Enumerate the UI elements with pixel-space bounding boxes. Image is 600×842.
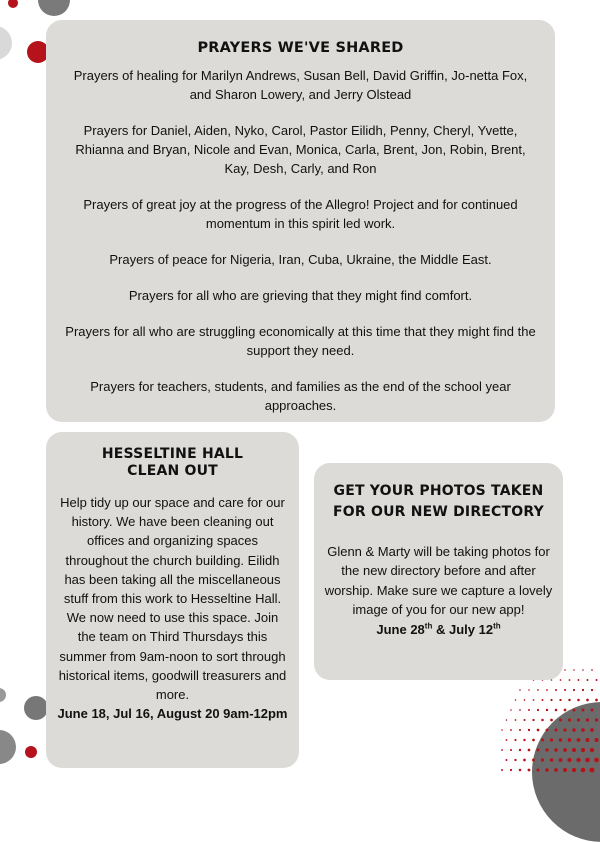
decor-dot-red-top-small	[8, 0, 18, 8]
prayers-paragraph: Prayers for Daniel, Aiden, Nyko, Carol, Pastor Eilidh, Penny, Cheryl, Yvette, Rhianna and Bryan, Nicole and Evan, Monica, Carla, Brent, Jon, Robin, Brent, Kay, Desh, Carly, and Ron	[75, 123, 526, 176]
photos-date1-sup: th	[424, 621, 433, 631]
hall-title-line1: HESSELTINE HALL	[101, 446, 244, 462]
prayers-paragraph: Prayers of peace for Nigeria, Iran, Cuba, Ukraine, the Middle East.	[109, 252, 492, 267]
prayers-title: PRAYERS WE'VE SHARED	[197, 40, 404, 56]
hall-title	[56, 446, 289, 480]
prayers-paragraph: Prayers of healing for Marilyn Andrews, Susan Bell, David Griffin, Jo-netta Fox, and Sharon Lowery, and Jerry Olstead	[73, 68, 528, 102]
photos-date2-sup: th	[493, 621, 501, 631]
photo-directory-card	[314, 463, 563, 680]
decor-dot-pattern	[498, 666, 600, 776]
hall-body: Help tidy up our space and care for our history. We have been cleaning out offices and organizing spaces throughout the church building. Eilidh has been taking all the miscellaneous stuff from this work to Hesseltine Hall. We now need to use this space. Join the team on Third Thursdays this summer from 9am-noon to sort through historical items, goodwill treasurers and more.	[58, 495, 287, 703]
decor-dot-red-bottom-left	[25, 746, 37, 758]
photos-dates	[324, 620, 553, 639]
photos-title-line2: FOR OUR NEW DIRECTORY	[333, 504, 544, 520]
hall-dates: June 18, Jul 16, August 20 9am-12pm	[57, 706, 288, 722]
prayers-card	[46, 20, 555, 422]
photos-title-line1: GET YOUR PHOTOS TAKEN	[333, 483, 544, 499]
prayers-paragraph: Prayers for all who are grieving that they might find comfort.	[128, 288, 473, 303]
decor-dot-gray-bottom-left	[24, 696, 48, 720]
decor-dot-light-left	[0, 26, 12, 60]
decor-dot-gray-corner	[0, 730, 16, 764]
prayers-paragraph: Prayers of great joy at the progress of the Allegro! Project and for continued momentum in this spirit led work.	[83, 197, 518, 231]
photos-body: Glenn & Marty will be taking photos for the new directory before and after worship. Make sure we capture a lovely image of you for our new app!	[324, 544, 553, 618]
decor-dot-gray-edge	[0, 688, 6, 702]
hall-title-line2: CLEAN OUT	[127, 463, 218, 479]
decor-dot-gray-top	[38, 0, 70, 16]
photos-date-join: & July 12	[432, 621, 494, 637]
photos-title	[324, 481, 553, 523]
prayers-paragraph: Prayers for teachers, students, and families as the end of the school year approaches.	[90, 379, 511, 413]
photos-date1: June 28	[376, 621, 425, 637]
hesseltine-hall-card	[46, 432, 299, 768]
prayers-paragraph: Prayers for all who are struggling economically at this time that they might find the support they need.	[65, 324, 536, 358]
